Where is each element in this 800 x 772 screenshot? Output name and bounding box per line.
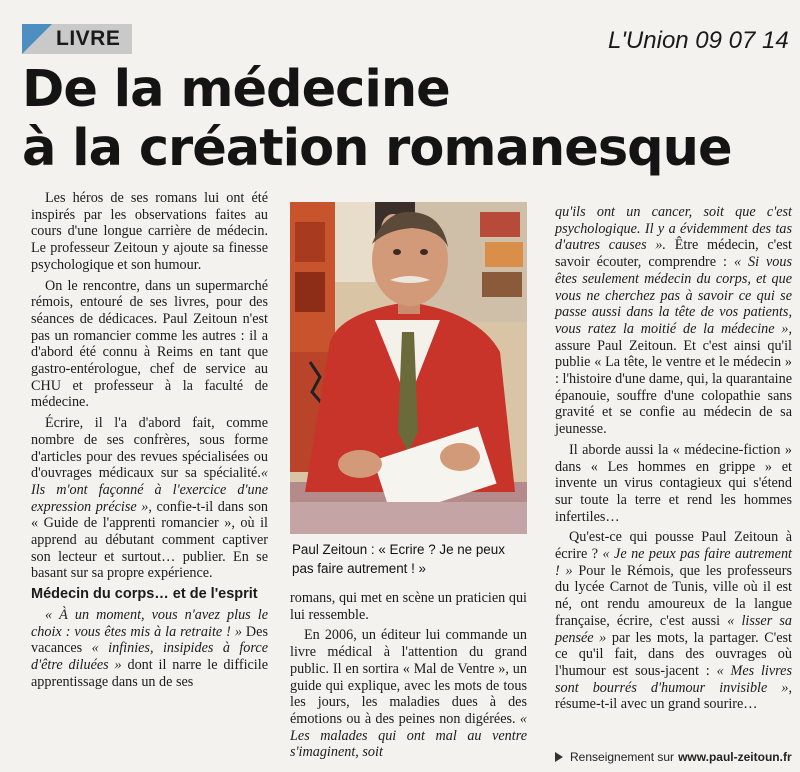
paragraph: Les héros de ses romans lui ont été inspirés par les observations faites au cours d'une longue carrière de médecin. Le professeur Zeitoun y ajoute sa finesse psychologique et son humour. [31, 190, 268, 273]
quote: « À un moment, vous n'avez plus le choix : vous êtes mis à la retraite ! » [31, 606, 268, 640]
quote: « lisser sa pensée » [555, 612, 792, 646]
footer-label: Renseignement sur [570, 750, 675, 764]
footer-url-link[interactable]: www.paul-zeitoun.fr [678, 750, 792, 764]
paragraph [31, 607, 268, 691]
quote: « Si vous êtes seulement médecin du corps, et que vous ne cherchez pas à savoir ce qui se passe aussi dans la tête de vos patients, vous ratez la moitié de la médecine » [555, 254, 792, 337]
author-photo [290, 202, 527, 534]
headline-line-2: à la création romanesque [22, 119, 732, 178]
quote: « Je ne peux pas faire autrement ! » [555, 546, 792, 579]
headline [22, 60, 782, 178]
paragraph [555, 529, 792, 713]
arrow-right-icon [555, 752, 563, 762]
paragraph [555, 204, 792, 438]
paragraph-text: Écrire, il l'a d'abord fait, comme nombre de ses confrères, sous forme d'articles pour des revues spécialisées ou d'ouvrages médicaux sur sa spécialité. [31, 415, 268, 482]
quote: « Mes livres sont bourrés d'humour invisible » [555, 662, 792, 696]
paragraph: Il aborde aussi la « médecine-fiction » dans « Les hommes en grippe » et invente un virus contagieux qui s'étend sur toute la terre et rend les hommes infertiles… [555, 441, 792, 525]
section-rubric [22, 24, 132, 54]
paragraph-text: Pour le Rémois, que les professeurs du lycée Carnot de Tunis, ville où il est né, ont rendu amoureux de la langue française, écrire, c'est aussi [555, 562, 792, 629]
paragraph [290, 627, 527, 761]
paragraph-text: dont il narre le difficile apprentissage dans un de ses [31, 656, 268, 690]
paragraph-text: Être médecin, c'est savoir écouter, comprendre : [555, 237, 792, 271]
subheading: Médecin du corps… et de l'esprit [31, 586, 258, 603]
paragraph-text: En 2006, un éditeur lui commande un livre médical à l'attention du grand public. Il en sortira « Mal de Ventre », un guide qui explique, avec les mots de tous les jours, les maladies dues à des émotions ou à des peines non digérées. [290, 627, 527, 727]
paragraph-text: , résume-t-il avec un grand sourire… [555, 679, 792, 713]
quote: « infinies, insipides à force d'être diluées » [31, 640, 268, 673]
footer-info [555, 750, 792, 764]
paragraph-text: , confie-t-il dans son « Guide de l'apprenti romancier », où il apprend au débutant comment captiver son lecteur et surtout… publier. En se basant sur sa propre expérience. [31, 498, 269, 582]
rubric-label: LIVRE [56, 27, 121, 50]
quote: « Les malades qui ont mal au ventre s'imaginent, soit [290, 710, 527, 761]
paragraph: romans, qui met en scène un praticien qui lui ressemble. [290, 590, 527, 623]
article-column-2 [290, 590, 527, 761]
paragraph-text: par les mots, la partager. C'est ce qu'il fait, dans des ouvrages où l'humour est sous-jacent : [555, 629, 793, 679]
paragraph-text: Des vacances [31, 623, 268, 657]
rubric-triangle-icon [22, 24, 52, 54]
paragraph [31, 415, 268, 582]
paragraph-text: Qu'est-ce qui pousse Paul Zeitoun à écrire ? [555, 529, 792, 563]
paragraph: On le rencontre, dans un supermarché rémois, entouré de ses livres, pour des séances de dédicaces. Paul Zeitoun n'est pas un romancier comme les autres : il a d'abord été connu à Reims en tant que gastro-entérologue, chef de service au CHU et professeur à la faculté de médecine. [31, 277, 268, 411]
article-column-1 [31, 190, 268, 690]
source-date: L'Union 09 07 14 [608, 27, 789, 54]
author-photo-illustration [290, 202, 527, 534]
headline-line-1: De la médecine [22, 60, 450, 119]
photo-caption: Paul Zeitoun : « Ecrire ? Je ne peux pas faire autrement ! » [292, 542, 505, 576]
quote: qu'ils ont un cancer, soit que c'est psychologique. Il y a évidemment des tas d'autres causes ». [555, 204, 792, 254]
quote: « Ils m'ont façonné à l'exercice d'une expression précise » [31, 465, 268, 515]
article-column-3 [555, 204, 792, 713]
paragraph-text: , assure Paul Zeitoun. Et c'est ainsi qu'il publie « La tête, le ventre et le médecin » : l'histoire d'une dame, qui, la quarantaine épanouie, souffre d'une colopathie sans gravité et se confie au médecin de sa jeunesse. [555, 320, 792, 438]
